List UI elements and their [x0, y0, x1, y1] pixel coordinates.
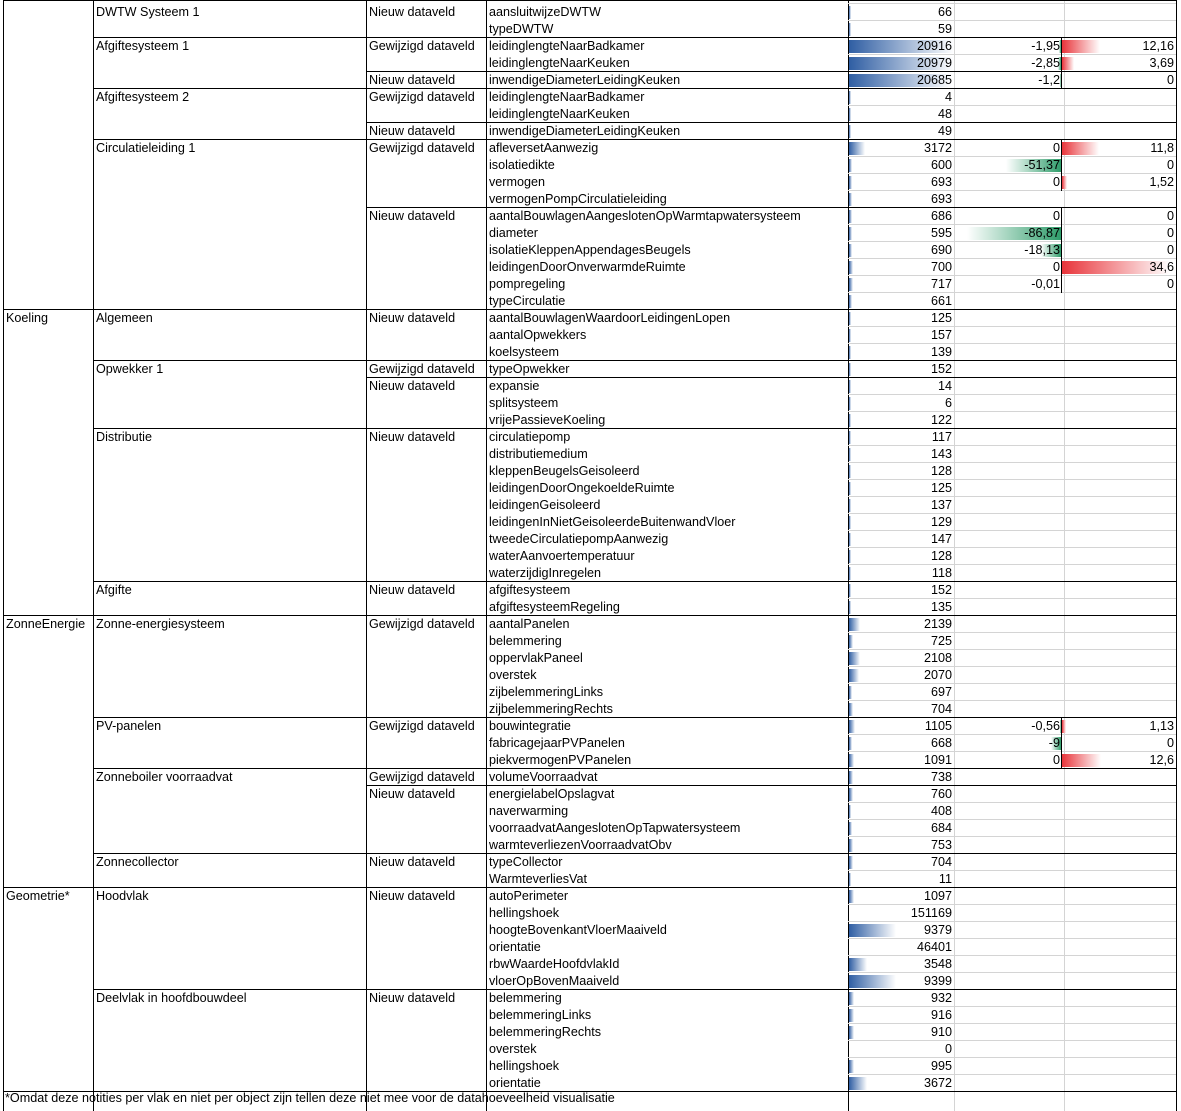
- count-cell: 753: [930, 838, 952, 852]
- field-name-cell: leidinglengteNaarBadkamer: [489, 39, 645, 53]
- field-name-cell: hoogteBovenkantVloerMaaiveld: [489, 923, 667, 937]
- count-cell: 717: [930, 277, 952, 291]
- count-cell: 2139: [923, 617, 952, 631]
- field-name-cell: afgiftesysteemRegeling: [489, 600, 620, 614]
- count-cell: 738: [930, 770, 952, 784]
- count-cell: 760: [930, 787, 952, 801]
- count-cell: 408: [930, 804, 952, 818]
- field-name-cell: oppervlakPaneel: [489, 651, 583, 665]
- change-type-cell: Gewijzigd dataveld: [369, 770, 475, 784]
- field-name-cell: leidingenDoorOngekoeldeRuimte: [489, 481, 675, 495]
- count-cell: 66: [937, 5, 952, 19]
- count-cell: 600: [930, 158, 952, 172]
- count-cell: 661: [930, 294, 952, 308]
- difference-1-cell: -1,2: [1038, 73, 1060, 87]
- count-cell: 118: [931, 566, 952, 580]
- column-gridline: [93, 0, 94, 1111]
- difference-2-cell: 0: [1166, 209, 1174, 223]
- change-type-cell: Gewijzigd dataveld: [369, 141, 475, 155]
- count-cell: 684: [930, 821, 952, 835]
- field-name-cell: aansluitwijzeDWTW: [489, 5, 601, 19]
- count-cell: 6: [944, 396, 952, 410]
- field-name-cell: circulatiepomp: [489, 430, 571, 444]
- component-cell: Algemeen: [96, 311, 153, 325]
- difference-2-cell: 12,6: [1149, 753, 1174, 767]
- difference-2-cell: 0: [1166, 73, 1174, 87]
- difference-1-cell: -1,95: [1031, 39, 1060, 53]
- field-name-cell: hellingshoek: [489, 906, 560, 920]
- field-name-cell: diameter: [489, 226, 538, 240]
- count-cell: 48: [937, 107, 952, 121]
- field-name-cell: energielabelOpslagvat: [489, 787, 615, 801]
- change-type-cell: Nieuw dataveld: [369, 311, 456, 325]
- field-name-cell: isolatiedikte: [489, 158, 555, 172]
- count-cell: 0: [944, 1042, 952, 1056]
- field-name-cell: vermogenPompCirculatieleiding: [489, 192, 667, 206]
- change-type-cell: Nieuw dataveld: [369, 855, 456, 869]
- change-type-cell: Nieuw dataveld: [369, 73, 456, 87]
- difference-2-cell: 1,13: [1149, 719, 1174, 733]
- count-cell: 9399: [923, 974, 952, 988]
- change-type-cell: Nieuw dataveld: [369, 124, 456, 138]
- difference-1-cell: -18,13: [1024, 243, 1060, 257]
- field-name-cell: aantalBouwlagenAangeslotenOpWarmtapwatersysteem: [489, 209, 801, 223]
- count-cell: 147: [930, 532, 952, 546]
- difference-2-cell: 0: [1166, 736, 1174, 750]
- column-gridline: [366, 0, 367, 1111]
- column-gridline: [1176, 0, 1177, 1111]
- component-cell: Hoodvlak: [96, 889, 149, 903]
- count-cell: 916: [930, 1008, 952, 1022]
- field-name-cell: expansie: [489, 379, 540, 393]
- field-name-cell: koelsysteem: [489, 345, 559, 359]
- count-cell: 1091: [923, 753, 952, 767]
- count-cell: 46401: [916, 940, 952, 954]
- component-cell: Circulatieleiding 1: [96, 141, 196, 155]
- field-name-cell: hellingshoek: [489, 1059, 560, 1073]
- count-cell: 128: [930, 464, 952, 478]
- field-name-cell: leidingenInNietGeisoleerdeBuitenwandVloer: [489, 515, 736, 529]
- field-name-cell: aantalOpwekkers: [489, 328, 587, 342]
- field-name-cell: afgiftesysteem: [489, 583, 571, 597]
- field-name-cell: typeCollector: [489, 855, 563, 869]
- field-name-cell: warmteverliezenVoorraadvatObv: [489, 838, 672, 852]
- change-type-cell: Nieuw dataveld: [369, 5, 456, 19]
- change-type-cell: Nieuw dataveld: [369, 379, 456, 393]
- field-name-cell: piekvermogenPVPanelen: [489, 753, 632, 767]
- difference-2-cell: 34,6: [1149, 260, 1174, 274]
- difference-2-cell: 0: [1166, 243, 1174, 257]
- component-cell: Zonneboiler voorraadvat: [96, 770, 233, 784]
- field-name-cell: vrijePassieveKoeling: [489, 413, 606, 427]
- difference-1-cell: 0: [1052, 175, 1060, 189]
- count-cell: 9379: [923, 923, 952, 937]
- change-type-cell: Gewijzigd dataveld: [369, 362, 475, 376]
- component-cell: Opwekker 1: [96, 362, 164, 376]
- component-cell: DWTW Systeem 1: [96, 5, 200, 19]
- count-cell: 3548: [923, 957, 952, 971]
- category-cell: Geometrie*: [6, 889, 70, 903]
- field-name-cell: inwendigeDiameterLeidingKeuken: [489, 124, 681, 138]
- field-name-cell: orientatie: [489, 940, 541, 954]
- count-cell: 152: [930, 583, 952, 597]
- field-name-cell: overstek: [489, 1042, 537, 1056]
- field-name-cell: zijbelemmeringRechts: [489, 702, 613, 716]
- count-cell: 3672: [923, 1076, 952, 1090]
- field-name-cell: inwendigeDiameterLeidingKeuken: [489, 73, 681, 87]
- count-cell: 2070: [923, 668, 952, 682]
- count-cell: 20979: [916, 56, 952, 70]
- difference-1-cell: 0: [1052, 753, 1060, 767]
- count-cell: 995: [930, 1059, 952, 1073]
- change-type-cell: Nieuw dataveld: [369, 209, 456, 223]
- count-cell: 697: [930, 685, 952, 699]
- field-name-cell: belemmeringLinks: [489, 1008, 592, 1022]
- count-cell: 595: [930, 226, 952, 240]
- difference-2-cell: 0: [1166, 226, 1174, 240]
- count-cell: 686: [930, 209, 952, 223]
- count-cell: 3172: [923, 141, 952, 155]
- field-name-cell: naverwarming: [489, 804, 569, 818]
- change-type-cell: Gewijzigd dataveld: [369, 617, 475, 631]
- component-cell: Afgiftesysteem 1: [96, 39, 190, 53]
- count-cell: 20685: [916, 73, 952, 87]
- field-name-cell: volumeVoorraadvat: [489, 770, 598, 784]
- field-name-cell: waterAanvoertemperatuur: [489, 549, 635, 563]
- change-type-cell: Gewijzigd dataveld: [369, 719, 475, 733]
- count-cell: 128: [930, 549, 952, 563]
- count-cell: 11: [938, 872, 952, 886]
- field-name-cell: belemmering: [489, 991, 562, 1005]
- field-name-cell: leidinglengteNaarKeuken: [489, 56, 630, 70]
- field-name-cell: splitsysteem: [489, 396, 559, 410]
- difference-2-cell: 3,69: [1149, 56, 1174, 70]
- column-gridline: [3, 0, 4, 1111]
- field-name-cell: overstek: [489, 668, 537, 682]
- count-cell: 125: [930, 481, 952, 495]
- difference-1-cell: -0,56: [1031, 719, 1060, 733]
- count-cell: 135: [930, 600, 952, 614]
- count-cell: 125: [930, 311, 952, 325]
- difference-1-cell: -51,37: [1024, 158, 1060, 172]
- count-cell: 151169: [910, 906, 952, 920]
- field-name-cell: fabricagejaarPVPanelen: [489, 736, 625, 750]
- count-cell: 14: [937, 379, 952, 393]
- field-name-cell: belemmeringRechts: [489, 1025, 601, 1039]
- field-name-cell: tweedeCirculatiepompAanwezig: [489, 532, 669, 546]
- component-cell: Deelvlak in hoofdbouwdeel: [96, 991, 247, 1005]
- count-cell: 137: [930, 498, 952, 512]
- field-name-cell: typeCirculatie: [489, 294, 566, 308]
- category-cell: ZonneEnergie: [6, 617, 86, 631]
- component-cell: PV-panelen: [96, 719, 162, 733]
- field-name-cell: typeOpwekker: [489, 362, 570, 376]
- change-type-cell: Nieuw dataveld: [369, 787, 456, 801]
- difference-2-cell: 11,8: [1150, 141, 1174, 155]
- field-name-cell: belemmering: [489, 634, 562, 648]
- field-name-cell: afleversetAanwezig: [489, 141, 599, 155]
- count-cell: 157: [930, 328, 952, 342]
- change-type-cell: Gewijzigd dataveld: [369, 90, 475, 104]
- count-cell: 725: [930, 634, 952, 648]
- footnote: *Omdat deze notities per vlak en niet per object zijn tellen deze niet mee voor de datahoeveelheid visualisatie: [5, 1091, 615, 1105]
- field-name-cell: leidingenGeisoleerd: [489, 498, 601, 512]
- count-cell: 20916: [916, 39, 952, 53]
- table-top-border: [3, 0, 1176, 1]
- change-type-cell: Nieuw dataveld: [369, 991, 456, 1005]
- field-name-cell: orientatie: [489, 1076, 541, 1090]
- field-name-cell: vermogen: [489, 175, 546, 189]
- component-cell: Afgifte: [96, 583, 132, 597]
- difference-1-cell: -9: [1048, 736, 1060, 750]
- field-name-cell: waterzijdigInregelen: [489, 566, 602, 580]
- difference-2-cell: 1,52: [1149, 175, 1174, 189]
- count-cell: 704: [930, 855, 952, 869]
- difference-1-cell: 0: [1052, 141, 1060, 155]
- count-cell: 152: [930, 362, 952, 376]
- component-cell: Distributie: [96, 430, 152, 444]
- field-name-cell: leidinglengteNaarBadkamer: [489, 90, 645, 104]
- count-cell: 668: [930, 736, 952, 750]
- count-cell: 932: [930, 991, 952, 1005]
- count-cell: 910: [930, 1025, 952, 1039]
- change-type-cell: Nieuw dataveld: [369, 430, 456, 444]
- field-name-cell: kleppenBeugelsGeisoleerd: [489, 464, 640, 478]
- field-name-cell: zijbelemmeringLinks: [489, 685, 604, 699]
- count-cell: 143: [930, 447, 952, 461]
- field-name-cell: aantalPanelen: [489, 617, 570, 631]
- count-cell: 129: [930, 515, 952, 529]
- field-name-cell: WarmteverliesVat: [489, 872, 587, 886]
- change-type-cell: Nieuw dataveld: [369, 889, 456, 903]
- difference-1-cell: 0: [1052, 209, 1060, 223]
- difference-1-cell: 0: [1052, 260, 1060, 274]
- count-cell: 2108: [923, 651, 952, 665]
- component-cell: Afgiftesysteem 2: [96, 90, 190, 104]
- count-cell: 1105: [924, 719, 952, 733]
- change-type-cell: Gewijzigd dataveld: [369, 39, 475, 53]
- count-cell: 704: [930, 702, 952, 716]
- field-name-cell: distributiemedium: [489, 447, 588, 461]
- count-cell: 693: [930, 175, 952, 189]
- category-cell: Koeling: [6, 311, 49, 325]
- count-cell: 690: [930, 243, 952, 257]
- field-name-cell: leidingenDoorOnverwarmdeRuimte: [489, 260, 686, 274]
- count-cell: 49: [937, 124, 952, 138]
- field-name-cell: typeDWTW: [489, 22, 554, 36]
- field-name-cell: autoPerimeter: [489, 889, 569, 903]
- count-cell: 4: [944, 90, 952, 104]
- field-name-cell: isolatieKleppenAppendagesBeugels: [489, 243, 691, 257]
- count-cell: 59: [937, 22, 952, 36]
- difference-1-cell: -2,85: [1031, 56, 1060, 70]
- count-cell: 122: [930, 413, 952, 427]
- count-cell: 700: [930, 260, 952, 274]
- field-name-cell: bouwintegratie: [489, 719, 571, 733]
- count-cell: 117: [931, 430, 952, 444]
- field-name-cell: aantalBouwlagenWaardoorLeidingenLopen: [489, 311, 731, 325]
- count-cell: 139: [930, 345, 952, 359]
- difference-2-cell: 0: [1166, 277, 1174, 291]
- change-type-cell: Nieuw dataveld: [369, 583, 456, 597]
- difference-1-cell: -86,87: [1024, 226, 1060, 240]
- difference-2-cell: 12,16: [1142, 39, 1174, 53]
- count-cell: 1097: [923, 889, 952, 903]
- field-name-cell: leidinglengteNaarKeuken: [489, 107, 630, 121]
- component-cell: Zonne-energiesysteem: [96, 617, 225, 631]
- field-name-cell: vloerOpBovenMaaiveld: [489, 974, 620, 988]
- field-name-cell: rbwWaardeHoofdvlakId: [489, 957, 620, 971]
- component-cell: Zonnecollector: [96, 855, 179, 869]
- count-cell: 693: [930, 192, 952, 206]
- difference-2-cell: 0: [1166, 158, 1174, 172]
- field-name-cell: voorraadvatAangeslotenOpTapwatersysteem: [489, 821, 741, 835]
- field-name-cell: pompregeling: [489, 277, 566, 291]
- difference-1-cell: -0,01: [1031, 277, 1060, 291]
